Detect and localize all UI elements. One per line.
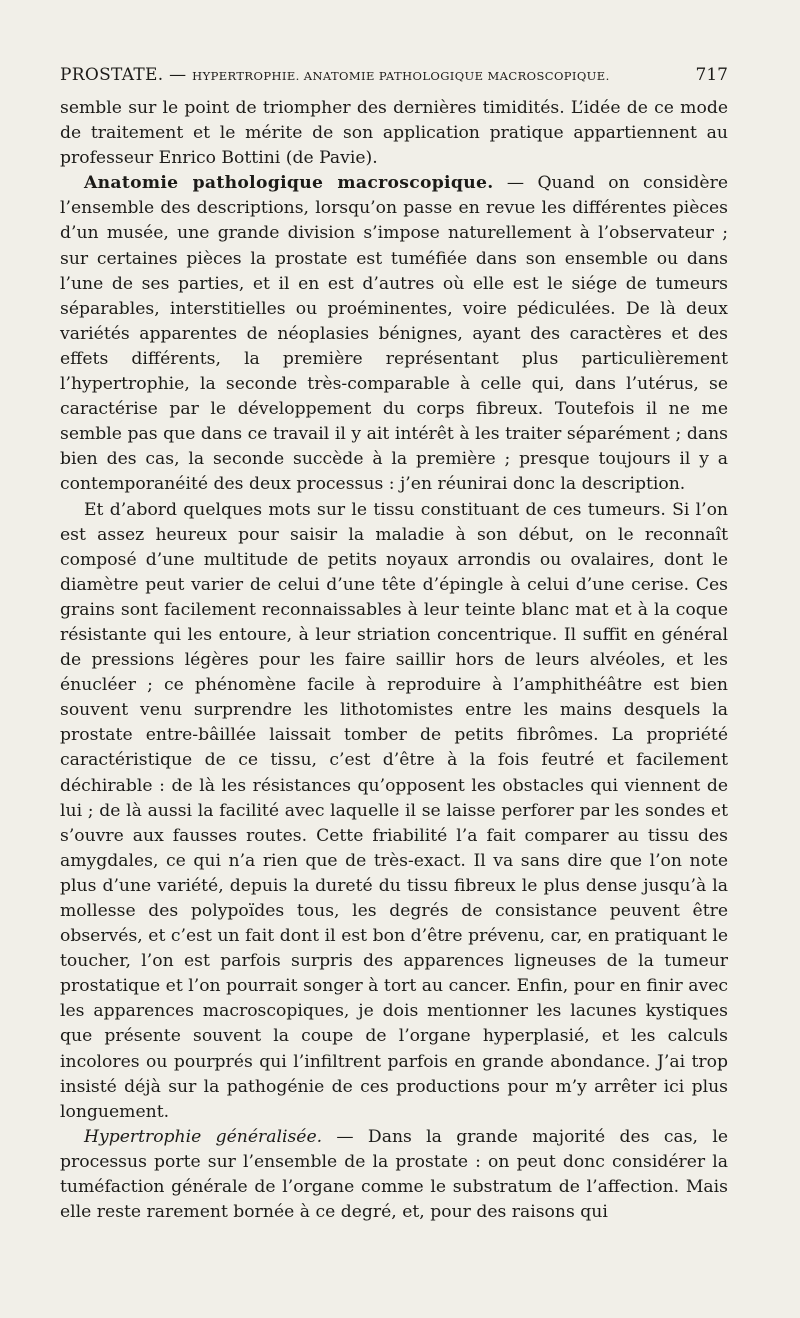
running-title-main: PROSTATE. — [60,65,187,85]
running-header [60,58,728,92]
paragraph-tissu: Et d’abord quelques mots sur le tissu constituant de ces tumeurs. Si l’on est assez heureux pour saisir la maladie à son début, on le reconnaît composé d’une multitude de petits noyaux arrondis ou ovalaires, dont le diamètre peut varier de celui d’une tête d’épingle à celui d’une cerise. Ces grains sont facilement reconnaissables à leur teinte blanc mat et à la coque résistante qui les entoure, à leur striation concentrique. Il suffit en général de pressions légères pour les faire saillir hors de leurs alvéoles, et les énucléer ; ce phénomène facile à reproduire à l’amphithéâtre est bien souvent venu surprendre les lithotomistes entre les mains desquels la prostate entre-bâillée laissait tomber de petits fibrômes. La propriété caractéristique de ce tissu, c’est d’être à la fois feutré et facilement déchirable : de là les résistances qu’opposent les obstacles qui viennent de lui ; de là aussi la facilité avec laquelle il se laisse perforer par les sondes et s’ouvre aux fausses routes. Cette friabilité l’a fait comparer au tissu des amygdales, ce qui n’a rien que de très-exact. Il va sans dire que l’on note plus d’une variété, depuis la dureté du tissu fibreux le plus dense jusqu’à la mollesse des polypoïdes tous, les degrés de consistance peuvent être observés, et c’est un fait dont il est bon d’être prévenu, car, en pratiquant le toucher, l’on est parfois surpris des apparences ligneuses de la tumeur prostatique et l’on pourrait songer à tort au cancer. Enfin, pour en finir avec les apparences macroscopiques, je dois mentionner les lacunes kystiques que présente souvent la coupe de l’organe hyperplasié, et les calculs incolores ou pourprés qui l’infiltrent parfois en grande abondance. J’ai trop insisté déjà sur la pathogénie de ces productions pour m’y arrêter ici plus longuement. [60,499,728,1122]
page-number: 717 [695,65,728,85]
section-heading-hypertrophie: Hypertrophie généralisée. [84,1126,323,1147]
running-title-subtitle: HYPERTROPHIE. ANATOMIE PATHOLOGIQUE MACROSCOPIQUE. [192,69,610,83]
running-title [60,58,610,93]
paragraph-anatomie-text: — Quand on considère l’ensemble des descriptions, lorsqu’on passe en revue les différentes pièces d’un musée, une grande division s’impose naturellement à l’observateur ; sur certaines pièces la prostate est tuméfiée dans son ensemble ou dans l’une de ses parties, et il en est d’autres où elle est le siége de tumeurs séparables, interstitielles ou proéminentes, voire pédiculées. De là deux variétés apparentes de néoplasies bénignes, ayant des caractères et des effets différents, la première représentant plus particulièrement l’hypertrophie, la seconde très-comparable à celle qui, dans l’utérus, se caractérise par le développement du corps fibreux. Toutefois il ne me semble pas que dans ce travail il y ait intérêt à les traiter séparément ; dans bien des cas, la seconde succède à la première ; presque toujours il y a contemporanéité des deux processus : j’en réunirai donc la description. [60,173,728,495]
paragraph-hypertrophie [60,1125,728,1225]
section-heading-anatomie: Anatomie pathologique macroscopique. [84,173,494,194]
paragraph-continued: semble sur le point de triompher des dernières timidités. L’idée de ce mode de traitement et le mérite de son application pratique appartiennent au professeur Enrico Bottini (de Pavie). [60,98,728,169]
page-body [60,96,728,1225]
paragraph-anatomie [60,171,728,497]
paragraph-hypertrophie-text: — Dans la grande majorité des cas, le processus porte sur l’ensemble de la prostate : on peut donc considérer la tuméfaction générale de l’organe comme le substratum de l’affection. Mais elle reste rarement bornée à ce degré, et, pour des raisons qui [60,1126,728,1223]
